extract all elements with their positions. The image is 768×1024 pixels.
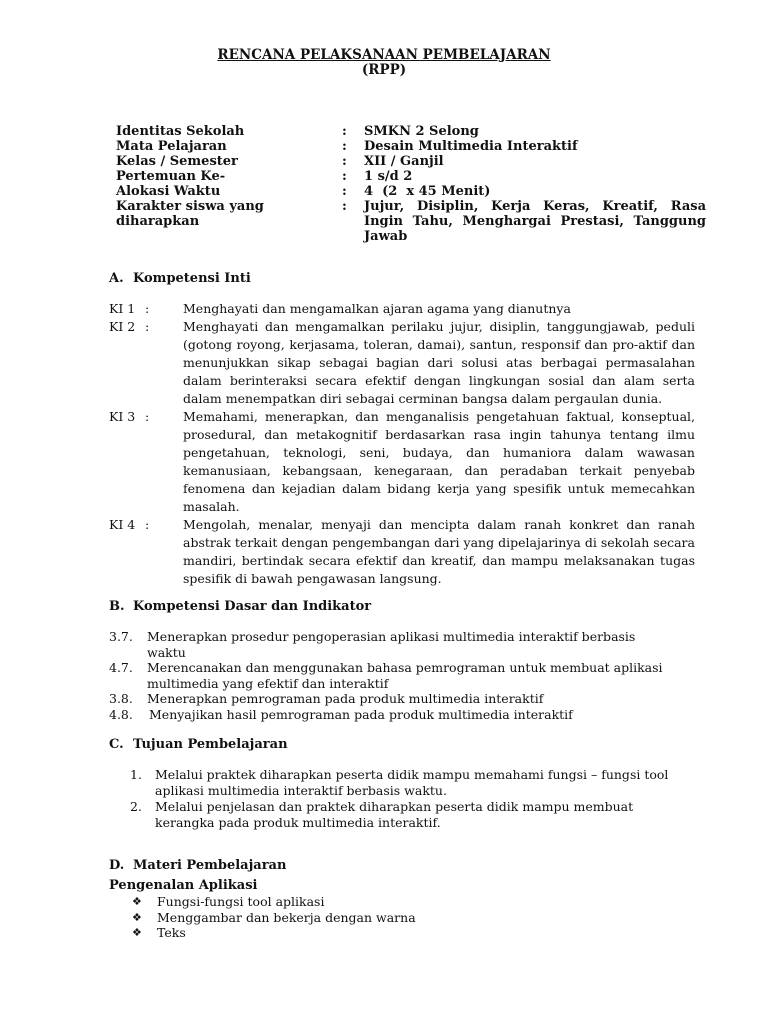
- subsection-title: Pengenalan Aplikasi: [109, 878, 258, 893]
- ki-text: Mengolah, menalar, menyaji dan mencipta dalam ranah konkret dan ranah abstrak terkait dengan pengembangan dari yang dipelajarinya di sekolah secara mandiri, bertindak secara efektif dan kreatif, dan mampu melaksanakan tugas spesifik di bawah pengawasan langsung.: [183, 517, 695, 586]
- identity-row: [116, 139, 706, 154]
- identity-value: Jujur, Disiplin, Kerja Keras, Kreatif, Rasa Ingin Tahu, Menghargai Prestasi, Tanggung Jawab: [364, 199, 706, 244]
- identity-row: [116, 154, 706, 169]
- section-title: Tujuan Pembelajaran: [133, 737, 288, 752]
- ki-label: KI 3: [109, 409, 136, 424]
- identity-row: [116, 169, 706, 184]
- identity-value: XII / Ganjil: [364, 154, 444, 169]
- kd-number: 4.7.: [109, 660, 133, 675]
- section-a-heading: [109, 271, 251, 287]
- kd-text: Menerapkan pemrograman pada produk multimedia interaktif: [147, 691, 544, 706]
- list-item: [109, 516, 695, 588]
- list-item: [109, 707, 669, 723]
- colon: :: [145, 517, 150, 532]
- section-letter: B.: [109, 599, 125, 614]
- section-title: Kompetensi Inti: [133, 271, 251, 286]
- list-item: [130, 799, 690, 830]
- ki-label: KI 4: [109, 517, 136, 532]
- list-item: [109, 691, 669, 707]
- section-c-heading: [109, 737, 288, 753]
- tj-number: 1.: [130, 767, 142, 782]
- colon: :: [342, 139, 347, 154]
- section-letter: D.: [109, 858, 125, 873]
- list-item: [109, 300, 695, 318]
- ki-label: KI 2: [109, 319, 136, 334]
- materi-list: [132, 894, 416, 941]
- kd-text: Menerapkan prosedur pengoperasian aplikasi multimedia interaktif berbasis waktu: [147, 629, 636, 660]
- document-subtitle: (RPP): [361, 62, 407, 78]
- list-item: [109, 318, 695, 408]
- list-item: [109, 660, 669, 691]
- diamond-bullet-icon: ❖: [132, 926, 142, 939]
- kd-number: 3.7.: [109, 629, 133, 644]
- kompetensi-inti-list: [109, 300, 695, 588]
- section-letter: C.: [109, 737, 124, 752]
- materi-text: Menggambar dan bekerja dengan warna: [157, 909, 416, 925]
- section-letter: A.: [109, 271, 124, 286]
- section-b-heading: [109, 599, 371, 615]
- identity-value: 4 (2 x 45 Menit): [364, 184, 491, 199]
- identity-label: Mata Pelajaran: [116, 139, 227, 154]
- tj-text: Melalui praktek diharapkan peserta didik mampu memahami fungsi – fungsi tool aplikasi multimedia interaktif berbasis waktu.: [155, 767, 669, 798]
- section-title: Materi Pembelajaran: [133, 858, 287, 873]
- diamond-bullet-icon: ❖: [132, 895, 142, 908]
- colon: :: [342, 154, 347, 169]
- colon: :: [342, 184, 347, 199]
- tj-text: Melalui penjelasan dan praktek diharapkan peserta didik mampu membuat kerangka pada produk multimedia interaktif.: [155, 799, 634, 830]
- colon: :: [342, 124, 347, 139]
- materi-text: Fungsi-fungsi tool aplikasi: [157, 894, 325, 909]
- colon: :: [145, 409, 150, 424]
- kd-number: 4.8.: [109, 706, 133, 722]
- tj-number: 2.: [130, 799, 142, 814]
- identity-label: Kelas / Semester: [116, 154, 238, 169]
- section-title: Kompetensi Dasar dan Indikator: [133, 599, 372, 614]
- list-item: [130, 767, 690, 798]
- list-item: [132, 894, 416, 910]
- kd-text: Menyajikan hasil pemrograman pada produk multimedia interaktif: [149, 706, 573, 722]
- colon: :: [342, 169, 347, 184]
- identity-value: 1 s/d 2: [364, 169, 413, 184]
- kd-text: Merencanakan dan menggunakan bahasa pemrograman untuk membuat aplikasi multimedia yang efektif dan interaktif: [147, 660, 663, 691]
- kompetensi-dasar-list: [109, 629, 669, 722]
- colon: :: [342, 199, 347, 214]
- colon: :: [145, 319, 150, 334]
- section-d-heading: [109, 858, 286, 874]
- ki-text: Menghayati dan mengamalkan ajaran agama yang dianutnya: [183, 301, 571, 316]
- tujuan-list: [130, 767, 690, 831]
- ki-text: Menghayati dan mengamalkan perilaku jujur, disiplin, tanggungjawab, peduli (gotong royong, kerjasama, toleran, damai), santun, responsif dan pro-aktif dan menunjukkan sikap sebagai bagian dari solusi atas berbagai permasalahan dalam berinteraksi secara efektif dengan lingkungan sosial dan alam serta dalam menempatkan diri sebagai cerminan bangsa dalam pergaulan dunia.: [183, 319, 695, 406]
- kd-number: 3.8.: [109, 691, 133, 706]
- identity-table: [116, 124, 706, 244]
- identity-value: SMKN 2 Selong: [364, 124, 479, 139]
- list-item: [132, 910, 416, 926]
- ki-label: KI 1: [109, 301, 136, 316]
- identity-label: Pertemuan Ke-: [116, 169, 226, 184]
- colon: :: [145, 301, 150, 316]
- list-item: [132, 925, 416, 941]
- identity-label: Identitas Sekolah: [116, 124, 245, 139]
- identity-label: Karakter siswa yang diharapkan: [116, 199, 264, 229]
- identity-label: Alokasi Waktu: [116, 184, 221, 199]
- materi-text: Teks: [157, 925, 186, 940]
- ki-text: Memahami, menerapkan, dan menganalisis pengetahuan faktual, konseptual, prosedural, dan metakognitif berdasarkan rasa ingin tahunya tentang ilmu pengetahuan, teknologi, seni, budaya, dan humaniora dalam wawasan kemanusiaan, kebangsaan, kenegaraan, dan peradaban terkait penyebab fenomena dan kejadian dalam bidang kerja yang spesifik untuk memecahkan masalah.: [183, 409, 695, 514]
- diamond-bullet-icon: ❖: [132, 910, 142, 924]
- document-title: RENCANA PELAKSANAAN PEMBELAJARAN: [217, 47, 551, 63]
- list-item: [109, 629, 669, 660]
- list-item: [109, 408, 695, 516]
- identity-value: Desain Multimedia Interaktif: [364, 139, 578, 154]
- identity-row: [116, 124, 706, 139]
- identity-row: [116, 199, 706, 244]
- identity-row: [116, 184, 706, 199]
